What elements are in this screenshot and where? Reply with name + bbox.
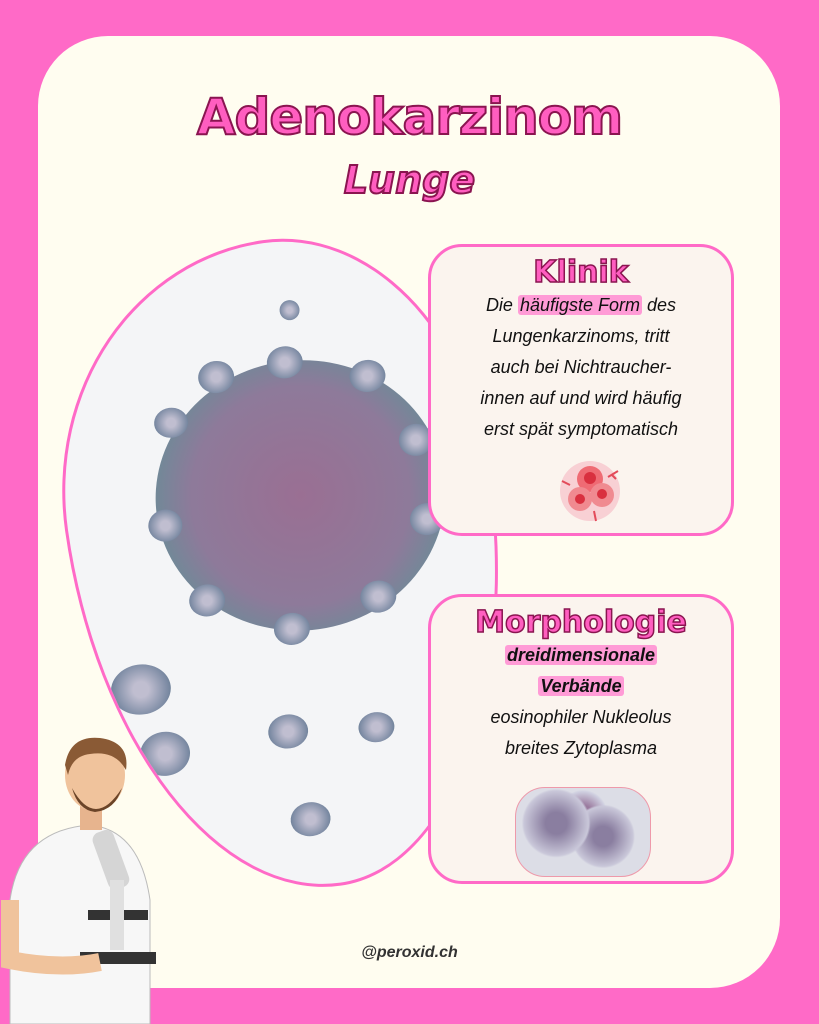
klinik-heading: Klinik [533, 255, 629, 290]
klinik-highlight: häufigste Form [519, 295, 641, 315]
klinik-line: Lungenkarzinoms, tritt [492, 326, 670, 346]
morphologie-line: eosinophiler Nukleolus [490, 707, 672, 727]
morphologie-line: breites Zytoplasma [504, 738, 658, 758]
morphologie-highlight: Verbände [540, 676, 622, 696]
doctor-microscope-illustration [0, 730, 170, 1024]
klinik-line: erst spät symptomatisch [483, 419, 679, 439]
page-subtitle: Lunge [343, 158, 476, 202]
cell-thumbnail-image [515, 787, 651, 877]
morphologie-card [428, 594, 734, 884]
page-title: Adenokarzinom [196, 88, 623, 146]
tumor-cells-icon [558, 459, 622, 523]
morphologie-heading: Morphologie [475, 605, 687, 640]
klinik-card [428, 244, 734, 536]
klinik-text: des [642, 295, 677, 315]
morphologie-highlight: dreidimensionale [506, 645, 656, 665]
klinik-line: auch bei Nichtraucher- [490, 357, 672, 377]
klinik-text: Die [485, 295, 518, 315]
social-handle: @peroxid.ch [361, 944, 458, 961]
klinik-line: innen auf und wird häufig [480, 388, 682, 408]
